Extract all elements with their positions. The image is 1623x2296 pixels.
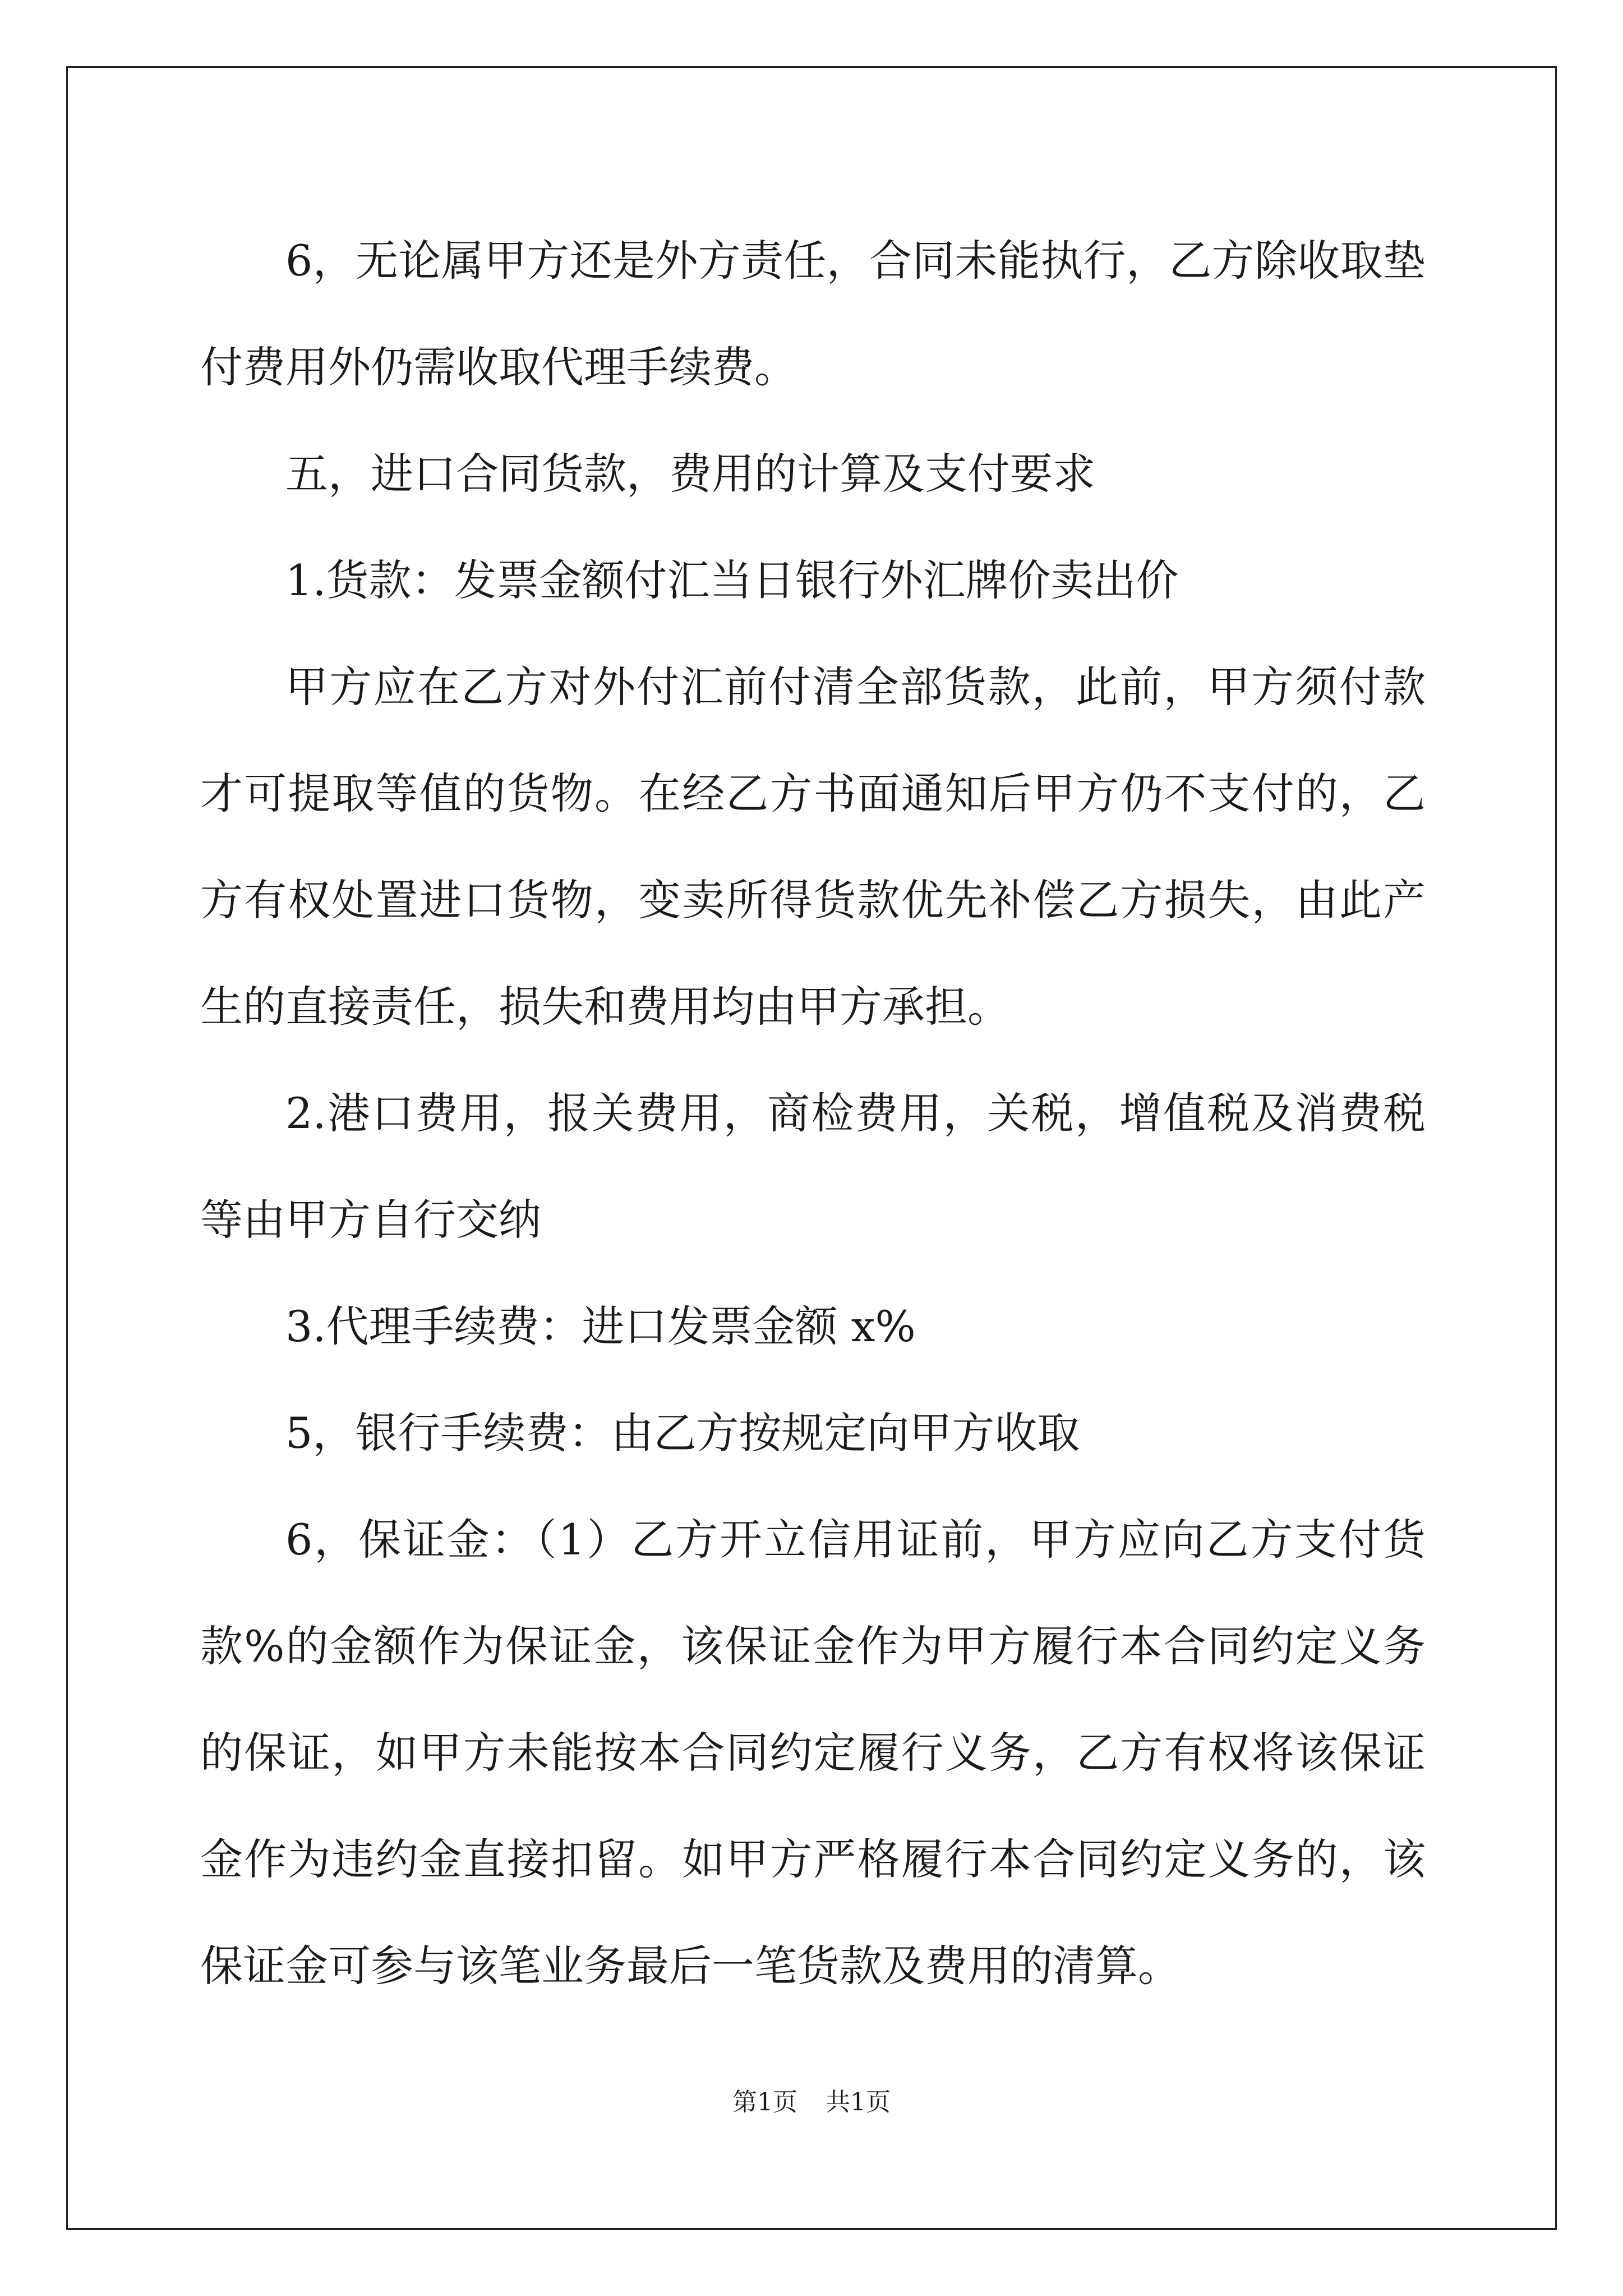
paragraph: 5，银行手续费：由乙方按规定向甲方收取 xyxy=(285,1408,1080,1458)
paragraph: 6，保证金：（1）乙方开立信用证前，甲方应向乙方支付货款%的金额作为保证金，该保证金作为甲方履行本合同约定义务的保证，如甲方未能按本合同约定履行义务，乙方有权将该保证金作为违约金直接扣留。如甲方严格履行本合同约定义务的，该保证金可参与该笔业务最后一笔货款及费用的清算。 xyxy=(200,1515,1426,1991)
paragraph: 2.港口费用，报关费用，商检费用，关税，增值税及消费税等由甲方自行交纳 xyxy=(200,1088,1426,1245)
page-number-current: 第1页 xyxy=(732,2088,797,2116)
paragraph: 五，进口合同货款，费用的计算及支付要求 xyxy=(285,449,1095,499)
document-body xyxy=(200,208,1426,2019)
paragraph: 1.货款：发票金额付汇当日银行外汇牌价卖出价 xyxy=(285,555,1179,605)
page-number-total: 共1页 xyxy=(826,2088,891,2116)
paragraph: 3.代理手续费：进口发票金额 x% xyxy=(285,1301,916,1351)
page-footer xyxy=(0,2086,1623,2119)
paragraph: 6，无论属甲方还是外方责任，合同未能执行，乙方除收取垫付费用外仍需收取代理手续费。 xyxy=(200,236,1426,392)
paragraph: 甲方应在乙方对外付汇前付清全部货款，此前，甲方须付款才可提取等值的货物。在经乙方书面通知后甲方仍不支付的，乙方有权处置进口货物，变卖所得货款优先补偿乙方损失，由此产生的直接责任，损失和费用均由甲方承担。 xyxy=(200,662,1426,1032)
